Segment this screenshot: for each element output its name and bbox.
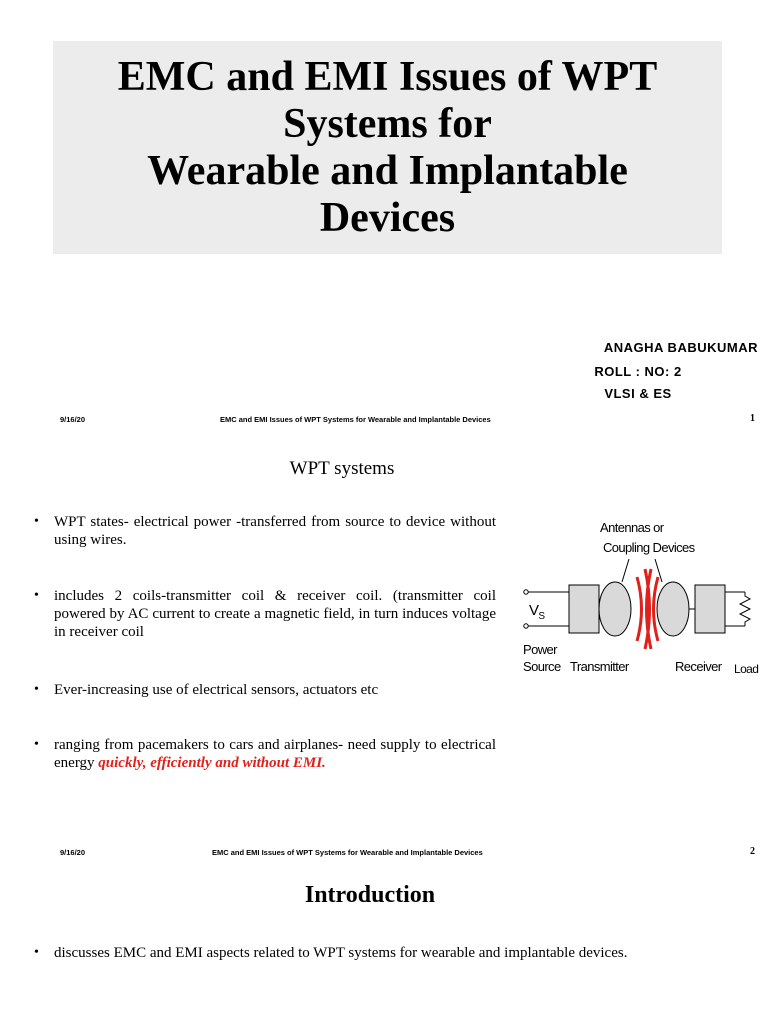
bullet-icon: • xyxy=(34,514,39,529)
terminal-icon xyxy=(524,590,528,594)
footer-title: EMC and EMI Issues of WPT Systems for Wearable and Implantable Devices xyxy=(212,848,483,857)
slide-2-heading: WPT systems xyxy=(289,458,395,479)
footer-page-number: 1 xyxy=(750,413,755,424)
receiver-label: Receiver xyxy=(675,659,722,674)
load-label: Load xyxy=(734,662,759,676)
bullet-item xyxy=(34,736,496,772)
bullet-item xyxy=(34,681,496,699)
wpt-system-diagram xyxy=(512,512,768,696)
pointer-line xyxy=(622,559,629,582)
title-line: Systems for xyxy=(283,100,492,147)
footer-date: 9/16/20 xyxy=(60,848,86,857)
bullet-item xyxy=(34,944,744,962)
field-waves xyxy=(637,569,658,649)
terminal-icon xyxy=(524,624,528,628)
load-resistor-icon xyxy=(740,592,750,626)
bullet-item xyxy=(34,587,496,641)
slide-3-heading: Introduction xyxy=(304,882,436,908)
slide-1-title xyxy=(53,41,722,254)
author-roll: ROLL : NO: 2 xyxy=(594,364,682,379)
transmitter-box xyxy=(569,585,599,633)
transmitter-label: Transmitter xyxy=(570,659,629,674)
receiver-box xyxy=(695,585,725,633)
antenna-label: Antennas or xyxy=(600,520,664,535)
title-line: Wearable and Implantable xyxy=(147,147,628,194)
author-name: ANAGHA BABUKUMAR xyxy=(603,340,758,355)
receiver-coil xyxy=(657,582,689,636)
title-line: EMC and EMI Issues of WPT xyxy=(117,53,658,100)
transmitter-coil xyxy=(599,582,631,636)
antenna-label: Coupling Devices xyxy=(603,540,695,555)
footer-page-number: 2 xyxy=(750,846,755,857)
vs-label: $V_S$ xyxy=(529,602,545,622)
title-line: Devices xyxy=(319,194,456,241)
bullet-icon: • xyxy=(34,682,39,697)
bullet-text: WPT states- electrical power -transferred from source to device without using wires. xyxy=(54,514,496,548)
emphasis-text: quickly, efficiently and without EMI. xyxy=(98,755,326,771)
power-label: Power xyxy=(523,642,557,657)
bullet-item xyxy=(34,513,496,549)
bullet-text: ranging from pacemakers to cars and airplanes- need supply to electrical energy quickly, efficiently and without EMI. xyxy=(54,737,496,771)
bullet-icon: • xyxy=(34,737,39,752)
footer-date: 9/16/20 xyxy=(60,415,86,424)
author-dept: VLSI & ES xyxy=(604,386,672,401)
bullet-icon: • xyxy=(34,945,39,960)
bullet-text: Ever-increasing use of electrical sensors, actuators etc xyxy=(54,682,379,698)
footer-title: EMC and EMI Issues of WPT Systems for Wearable and Implantable Devices xyxy=(220,415,491,424)
bullet-icon: • xyxy=(34,588,39,603)
power-label: Source xyxy=(523,659,561,674)
field-wave xyxy=(637,577,642,641)
bullet-text: discusses EMC and EMI aspects related to WPT systems for wearable and implantable devices. xyxy=(54,945,628,961)
bullet-text: includes 2 coils-transmitter coil & receiver coil. (transmitter coil powered by AC current to create a magnetic field, in turn induces voltage in receiver coil xyxy=(54,588,496,640)
